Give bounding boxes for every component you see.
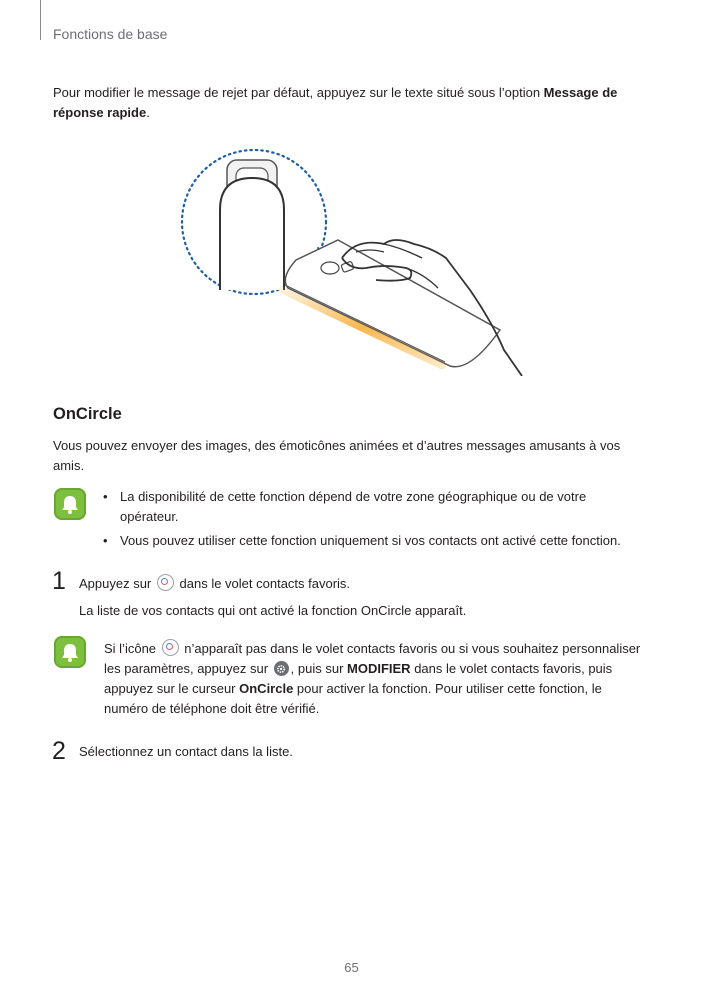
note-bell-icon [54,488,86,520]
oncircle-icon [162,639,179,656]
step-number: 2 [52,737,66,765]
section-description: Vous pouvez envoyer des images, des émoticônes animées et d’autres messages amusants à vos amis. [53,438,621,473]
section-header: Fonctions de base [53,26,168,42]
note-bell-icon [54,636,86,668]
page-number: 65 [344,960,359,975]
step-number: 1 [52,567,66,595]
settings-gear-icon [274,661,289,676]
fingerprint-illustration [170,140,540,376]
bell-icon [59,641,81,663]
step-1-result: La liste de vos contacts qui ont activé la fonction OnCircle apparaît. [79,603,467,618]
note-bullet-item: Vous pouvez utiliser cette fonction uniquement si vos contacts ont activé cette fonction. [120,533,621,548]
note-2-text: Si l’icône n’apparaît pas dans le volet contacts favoris ou si vous souhaitez personnaliser les paramètres, appuyez sur , puis sur MODIFIER dans le volet contacts favoris, puis appuyez sur le curseur OnCircle pour activer la fonction. Pour utiliser cette fonction, le numéro de téléphone doit être vérifié. [104,641,641,716]
bell-icon [59,493,81,515]
header-rule [40,0,41,40]
step-1-instruction: Appuyez sur dans le volet contacts favoris. [79,576,351,591]
oncircle-icon [157,574,174,591]
section-title: OnCircle [53,405,122,423]
intro-paragraph: Pour modifier le message de rejet par défaut, appuyez sur le texte situé sous l’option Message de réponse rapide. [53,85,618,120]
note-bullet-item: La disponibilité de cette fonction dépend de votre zone géographique ou de votre opérateur. [120,489,587,524]
step-2-instruction: Sélectionnez un contact dans la liste. [79,744,293,759]
phone-hand-drawing [170,140,540,376]
